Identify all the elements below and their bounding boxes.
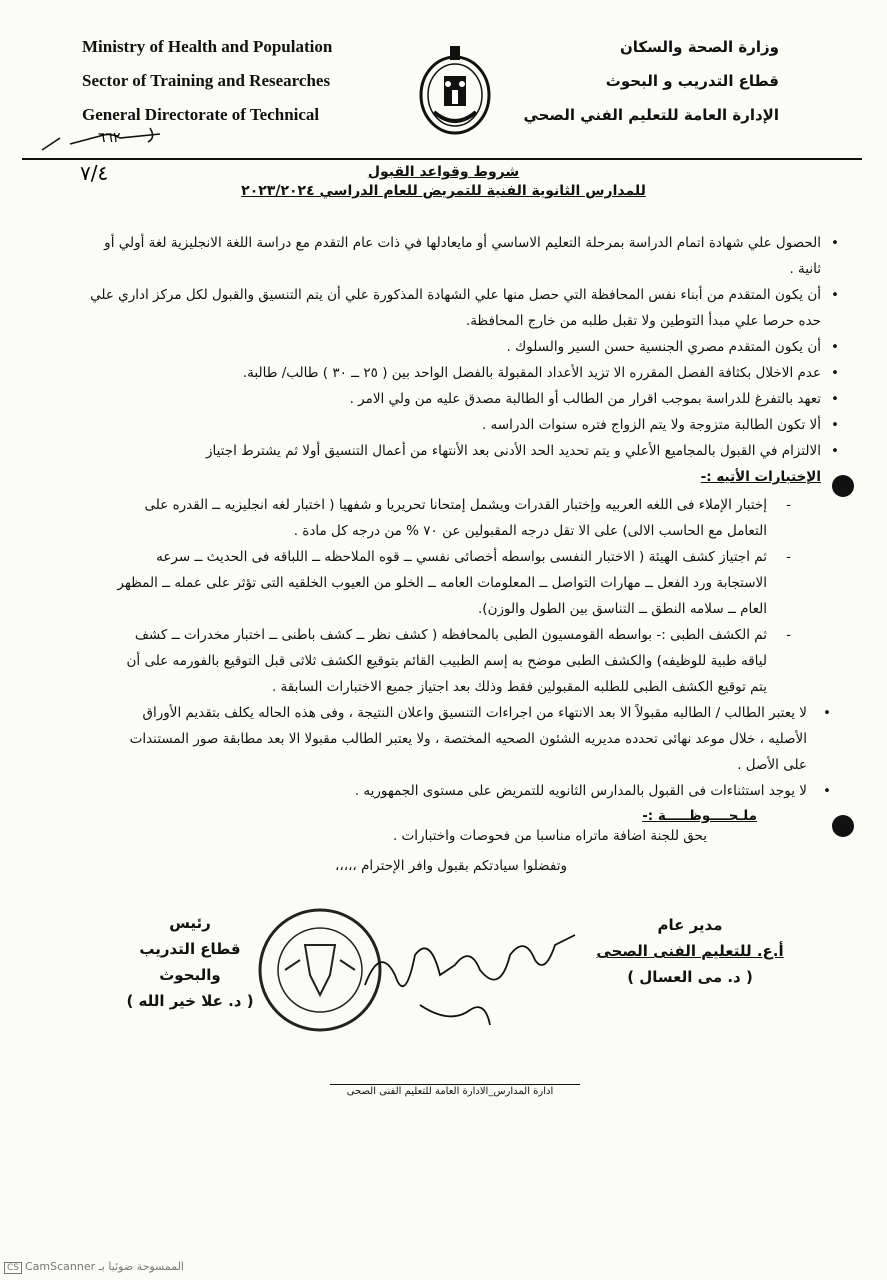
footer-divider — [330, 1084, 580, 1085]
signature-left-title2: قطاع التدريب والبحوث — [139, 940, 241, 984]
header-en-line-3: General Directorate of Technical — [82, 105, 320, 124]
header-en-line-2: Sector of Training and Researches — [82, 71, 331, 90]
tests-list — [107, 492, 831, 804]
scanner-watermark — [4, 1260, 184, 1274]
header-ar-line-2: قطاع التدريب و البحوث — [605, 72, 779, 90]
scanner-text: CamScanner الممسوحة ضوئيا بـ — [25, 1260, 184, 1273]
condition-item: • أن يكون المتقدم مصري الجنسية حسن السير والسلوك . — [81, 334, 821, 360]
page-subtitle: للمدارس الثانوية الفنية للتمريض للعام الدراسي ٢٠٢٣/٢٠٢٤ — [241, 183, 646, 199]
signature-right-title1: مدير عام — [657, 916, 723, 934]
conditions-list — [81, 230, 821, 490]
condition-item: • الالتزام في القبول بالمجاميع الأعلي و يتم تحديد الحد الأدنى بعد الأنتهاء من أعمال التنسيق أولا ثم يشترط اجتياز — [81, 438, 821, 464]
handwritten-signature — [360, 915, 580, 1045]
condition-item: • لا يعتبر الطالب / الطالبه مقبولاً الا بعد الانتهاء من اجراءات التنسيق واعلان النتيجة ، وفى هذه الحاله يكلف بتقديم الأوراق الأصليه ، خلال موعد نهائى تحدده مديريه الشئون الصحيه المختصة ، ولا يعتبر الطالب مقبولا الا بعد مطابقة صور المستندات على الأصل . — [129, 705, 831, 773]
signature-left-name: ( د. علا خير الله ) — [126, 992, 254, 1010]
header-en-line-1: Ministry of Health and Population — [82, 37, 333, 56]
condition-item: • لا يوجد استثناءات فى القبول بالمدارس الثانويه للتمريض على مستوى الجمهوريه . — [354, 783, 831, 799]
header-ar-line-3: الإدارة العامة للتعليم الفني الصحي — [523, 106, 779, 124]
tests-heading: الإختبارات الأتيه :- — [700, 469, 821, 485]
condition-item: • عدم الاخلال بكثافة الفصل المقرره الا تزيد الأعداد المقبولة بالفصل الواحد بين ( ٢٥ ــ ٣٠ ) طالب/ طالبة. — [81, 360, 821, 386]
header-ar-line-1: وزارة الصحة والسكان — [619, 38, 779, 56]
handwritten-page-number: ٧/٤ — [80, 161, 109, 185]
punch-hole-mark — [832, 475, 854, 497]
ministry-logo — [414, 40, 496, 140]
condition-item: • الحصول علي شهادة اتمام الدراسة بمرحلة التعليم الاساسي أو مايعادلها في ذات عام التقدم مع دراسة اللغة الانجليزية لغة أولي أو ثانية . — [81, 230, 821, 282]
condition-item: • أن يكون المتقدم من أبناء نفس المحافظة التي حصل منها علي الشهادة المذكورة علي أن يتم التنسيق والقبول لكل مركز اداري علي حده حرصا علي مبدأ التوطين ولا تقبل طلبه من خارج المحافظة. — [81, 282, 821, 334]
closing-text: وتفضلوا سيادتكم بقبول وافر الإحترام ،،،،، — [335, 858, 567, 874]
header-english — [82, 30, 332, 132]
handwritten-ref-number: ٦٦٢ — [98, 130, 121, 146]
signature-right — [590, 912, 790, 990]
page-title: شروط وقواعد القبول — [367, 164, 520, 180]
signature-left — [120, 910, 260, 1014]
camscanner-icon: CS — [4, 1262, 22, 1274]
condition-item: • ألا تكون الطالبة متزوجة ولا يتم الزواج فتره سنوات الدراسه . — [81, 412, 821, 438]
test-item: - ثم الكشف الطبى :- بواسطه القومسيون الطبى بالمحافظه ( كشف نظر ــ كشف باطنى ــ اختبار مخدرات ــ كشف لياقه طبية للوظيفه) والكشف الطبى موضح به إسم الطبيب القائم بتوقيع الكشف ثلاثى قبل التوقيع بالفورمه على أن يتم توقيع الكشف الطبى للطلبه المقبولين فقط وذلك بعد اجتياز جميع الاختبارات السابقة . — [126, 627, 791, 695]
punch-hole-mark — [832, 815, 854, 837]
header-arabic — [523, 30, 779, 132]
condition-item: • تعهد بالتفرغ للدراسة بموجب اقرار من الطالب أو الطالبة مصدق عليه من ولي الامر . — [81, 386, 821, 412]
signature-right-title2: أ.ع. للتعليم الفنى الصحى — [596, 942, 784, 960]
note-text: يحق للجنة اضافة ماتراه مناسبا من فحوصات واختبارات . — [392, 828, 707, 844]
signature-right-name: ( د. مى العسال ) — [627, 968, 753, 986]
signature-left-title1: رئيس — [169, 914, 211, 932]
footer-text: ادارة المدارس_الادارة العامة للتعليم الفنى الصحى — [346, 1086, 554, 1097]
header-divider — [22, 158, 862, 160]
test-item: - ثم اجتياز كشف الهيئة ( الاختبار النفسى بواسطه أخصائى نفسي ــ قوه الملاحظه ــ اللباقه فى الحديث ــ سرعه الاستجابة ورد الفعل ــ مهارات التواصل ــ المعلومات العامه ــ الخلو من العيوب الخلقيه التى تؤثر على عمله ــ المظهر العام ــ سلامه النطق ــ التناسق بين الطول والوزن). — [117, 549, 791, 617]
test-item: - إختبار الإملاء فى اللغه العربيه وإختبار القدرات ويشمل إمتحانا تحريريا و شفهيا ( اختبار لغه انجليزيه ــ القدره على التعامل مع الحاسب الالى) على الا تقل درجه المقبولين عن ٧٠ % من درجه كل مادة . — [144, 497, 791, 539]
note-heading: ملـحــــوظـــــة :- — [642, 808, 757, 824]
